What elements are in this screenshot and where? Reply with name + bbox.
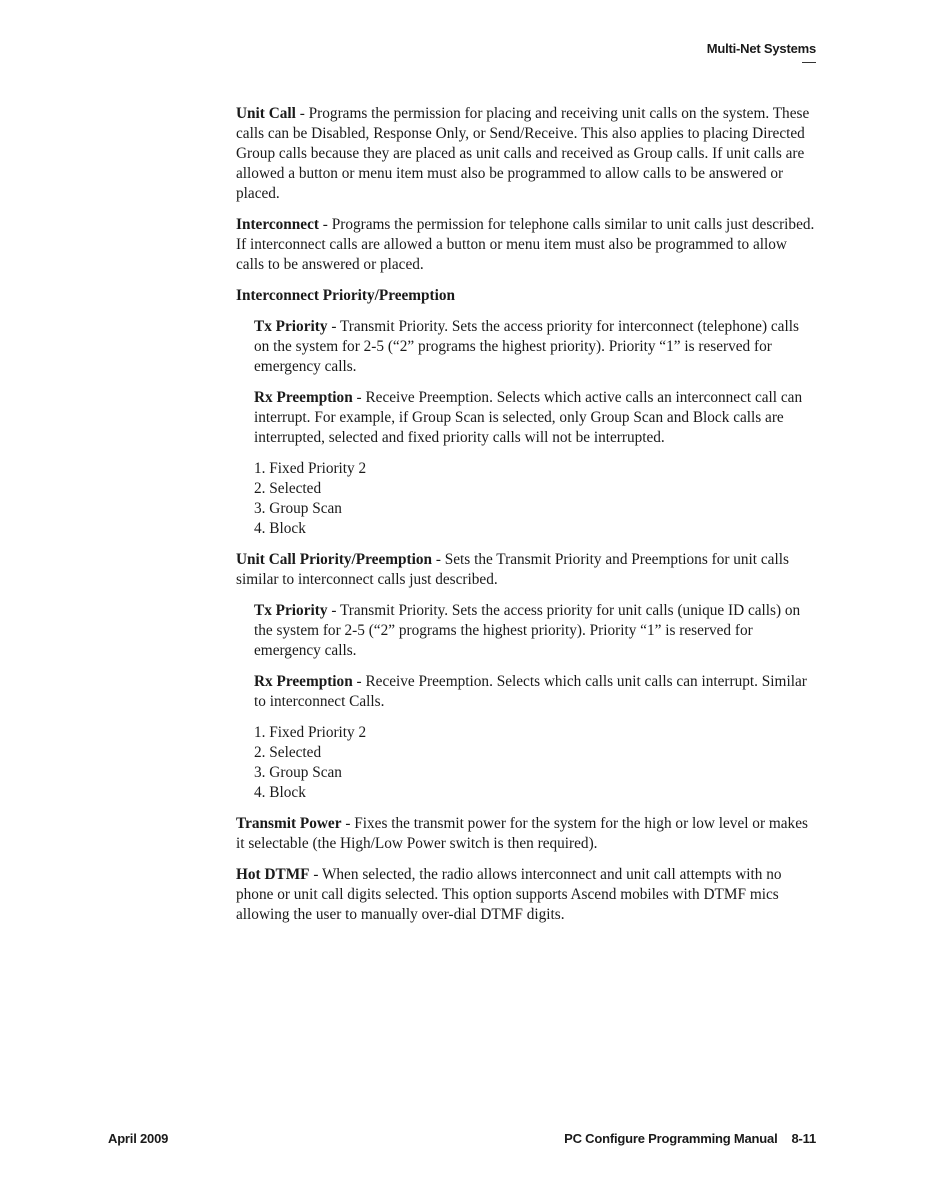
unit-call-priority-term: Unit Call Priority/Preemption [236, 551, 432, 568]
unit-rx-preemption-paragraph [254, 672, 818, 712]
transmit-power-term: Transmit Power [236, 815, 342, 832]
page-body [236, 104, 818, 936]
list-item: 1. Fixed Priority 2 [254, 724, 367, 741]
unit-preemption-list [254, 723, 818, 803]
transmit-power-paragraph [236, 814, 818, 854]
interconnect-rx-preemption-paragraph [254, 388, 818, 448]
unit-call-paragraph [236, 104, 818, 204]
transmit-power-text: - Fixes the transmit power for the system for the high or low level or makes it selectable (the High/Low Power switch is then required). [236, 815, 808, 852]
unit-call-term: Unit Call [236, 105, 296, 122]
interconnect-preemption-list [254, 459, 818, 539]
interconnect-priority-heading: Interconnect Priority/Preemption [236, 287, 456, 304]
unit-rx-text: - Receive Preemption. Selects which calls unit calls can interrupt. Similar to interconnect Calls. [254, 673, 807, 710]
unit-call-priority-paragraph [236, 550, 818, 590]
list-item: 3. Group Scan [254, 764, 342, 781]
header-rule [802, 62, 816, 63]
hot-dtmf-paragraph [236, 865, 818, 925]
unit-tx-term: Tx Priority [254, 602, 328, 619]
interconnect-text: - Programs the permission for telephone calls similar to unit calls just described. If interconnect calls are allowed a button or menu item must also be programmed to allow calls to be answered or placed. [236, 216, 815, 273]
list-item: 4. Block [254, 784, 306, 801]
unit-tx-text: - Transmit Priority. Sets the access priority for unit calls (unique ID calls) on the system for 2-5 (“2” programs the highest priority). Priority “1” is reserved for emergency calls. [254, 602, 801, 659]
list-item: 1. Fixed Priority 2 [254, 460, 367, 477]
footer-right [564, 1131, 816, 1146]
list-item: 2. Selected [254, 744, 322, 761]
unit-tx-priority-paragraph [254, 601, 818, 661]
list-item: 3. Group Scan [254, 500, 342, 517]
list-item: 2. Selected [254, 480, 322, 497]
hot-dtmf-text: - When selected, the radio allows interconnect and unit call attempts with no phone or unit call digits selected. This option supports Ascend mobiles with DTMF mics allowing the user to manually over-dial DTMF digits. [236, 866, 782, 923]
unit-rx-term: Rx Preemption [254, 673, 353, 690]
page-number: 8-11 [791, 1131, 816, 1146]
interconnect-paragraph [236, 215, 818, 275]
interconnect-rx-text: - Receive Preemption. Selects which active calls an interconnect call can interrupt. For example, if Group Scan is selected, only Group Scan and Block calls are interrupted, selected and fixed priority calls will not be interrupted. [254, 389, 803, 446]
hot-dtmf-term: Hot DTMF [236, 866, 310, 883]
interconnect-tx-priority-paragraph [254, 317, 818, 377]
interconnect-tx-text: - Transmit Priority. Sets the access priority for interconnect (telephone) calls on the system for 2-5 (“2” programs the highest priority). Priority “1” is reserved for emergency calls. [254, 318, 799, 375]
interconnect-term: Interconnect [236, 216, 319, 233]
footer-date: April 2009 [108, 1131, 169, 1146]
footer-manual-title: PC Configure Programming Manual [564, 1131, 778, 1146]
interconnect-tx-term: Tx Priority [254, 318, 328, 335]
unit-call-text: - Programs the permission for placing and receiving unit calls on the system. These calls can be Disabled, Response Only, or Send/Receive. This also applies to placing Directed Group calls because they are placed as unit calls and received as Group calls. If unit calls are allowed a button or menu item must also be programmed to allow calls to be answered or placed. [236, 105, 810, 202]
interconnect-rx-term: Rx Preemption [254, 389, 353, 406]
list-item: 4. Block [254, 520, 306, 537]
unit-call-priority-text: - Sets the Transmit Priority and Preemptions for unit calls similar to interconnect calls just described. [236, 551, 789, 588]
running-header: Multi-Net Systems [706, 41, 816, 56]
